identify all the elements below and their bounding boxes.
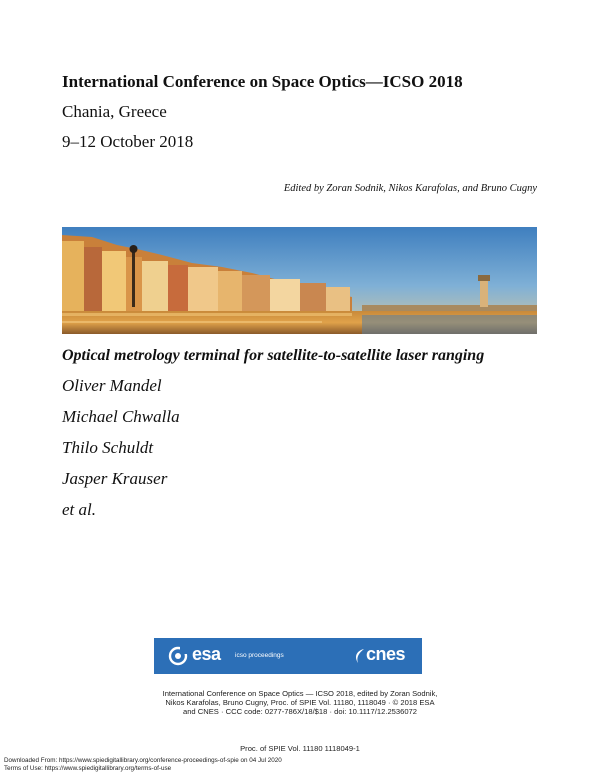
- editors-line: Edited by Zoran Sodnik, Nikos Karafolas, and Bruno Cugny: [283, 183, 537, 194]
- author-name: Thilo Schuldt: [62, 438, 154, 457]
- proceedings-id: Proc. of SPIE Vol. 11180 1118049-1: [240, 744, 360, 753]
- citation-line: and CNES · CCC code: 0277-786X/18/$18 · doi: 10.1117/12.2536072: [182, 707, 418, 716]
- download-line: Downloaded From: https://www.spiedigitallibrary.org/conference-proceedings-of-spie on 04 Jul 2020: [4, 757, 282, 764]
- cnes-logo-icon: [352, 647, 366, 665]
- chania-harbor-banner: [62, 227, 537, 334]
- author-name: Oliver Mandel: [62, 376, 162, 395]
- author-list: [62, 376, 180, 531]
- esa-logo-text: esa: [192, 644, 221, 664]
- author-et-al: et al.: [62, 500, 96, 519]
- citation-line: International Conference on Space Optics — ICSO 2018, edited by Zoran Sodnik,: [162, 689, 438, 698]
- conference-location: Chania, Greece: [62, 102, 167, 121]
- esa-logo-icon: [168, 646, 188, 666]
- download-notice: [4, 757, 282, 773]
- citation-block: [110, 689, 490, 716]
- paper-title: Optical metrology terminal for satellite-to-satellite laser ranging: [62, 347, 485, 364]
- icso-proceedings-label: icso proceedings: [235, 652, 284, 659]
- sponsor-logo-bar: [154, 638, 422, 674]
- author-name: Jasper Krauser: [62, 469, 168, 488]
- terms-of-use-line: Terms of Use: https://www.spiedigitallibrary.org/terms-of-use: [4, 765, 172, 772]
- conference-title: International Conference on Space Optics—ICSO 2018: [62, 72, 463, 91]
- citation-line: Nikos Karafolas, Bruno Cugny, Proc. of SPIE Vol. 11180, 1118049 · © 2018 ESA: [165, 698, 435, 707]
- conference-dates: 9–12 October 2018: [62, 132, 194, 151]
- cnes-logo-text: cnes: [366, 644, 406, 664]
- author-name: Michael Chwalla: [62, 407, 180, 426]
